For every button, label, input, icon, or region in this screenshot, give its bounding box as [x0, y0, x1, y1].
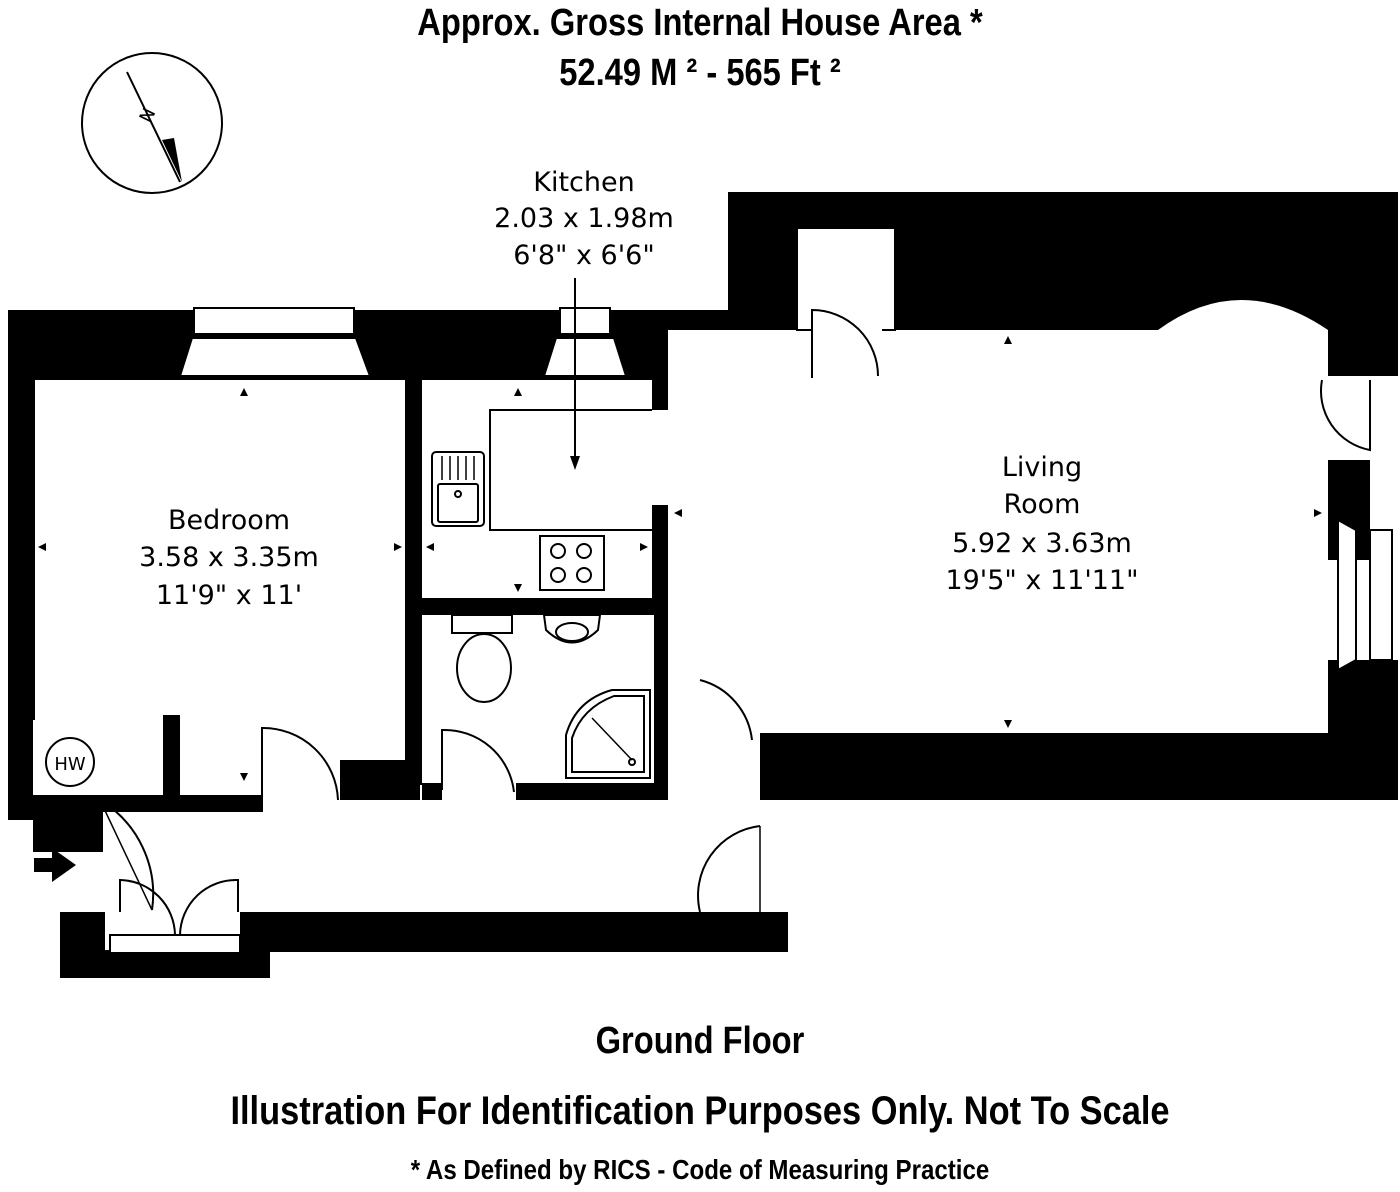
compass-icon: [82, 53, 222, 193]
kitchen-imperial: 6'8" x 6'6": [513, 240, 655, 271]
kitchen-metric: 2.03 x 1.98m: [494, 203, 674, 234]
bedroom-metric: 3.58 x 3.35m: [139, 542, 319, 573]
disclaimer: Illustration For Identification Purposes Only. Not To Scale: [230, 1089, 1170, 1133]
rics-note: * As Defined by RICS - Code of Measuring Practice: [410, 1154, 990, 1185]
kitchen-name: Kitchen: [533, 167, 635, 198]
area-value: 52.49 M ² - 565 Ft ²: [559, 52, 841, 94]
compass-north-label: N: [135, 104, 161, 127]
bathroom-area: [422, 615, 656, 800]
hw-label: HW: [54, 754, 86, 775]
kitchen-label: [494, 167, 674, 271]
entrance-arrow-icon: [34, 848, 76, 882]
bedroom-imperial: 11'9" x 11': [155, 580, 303, 611]
living-name-line1: Living: [1001, 452, 1083, 483]
living-imperial: 19'5" x 11'11": [945, 565, 1139, 596]
living-name-line2: Room: [1003, 489, 1081, 520]
floor-label: Ground Floor: [595, 1020, 805, 1062]
area-title: Approx. Gross Internal House Area *: [417, 2, 983, 44]
bedroom-name: Bedroom: [167, 505, 291, 536]
living-metric: 5.92 x 3.63m: [952, 528, 1132, 559]
